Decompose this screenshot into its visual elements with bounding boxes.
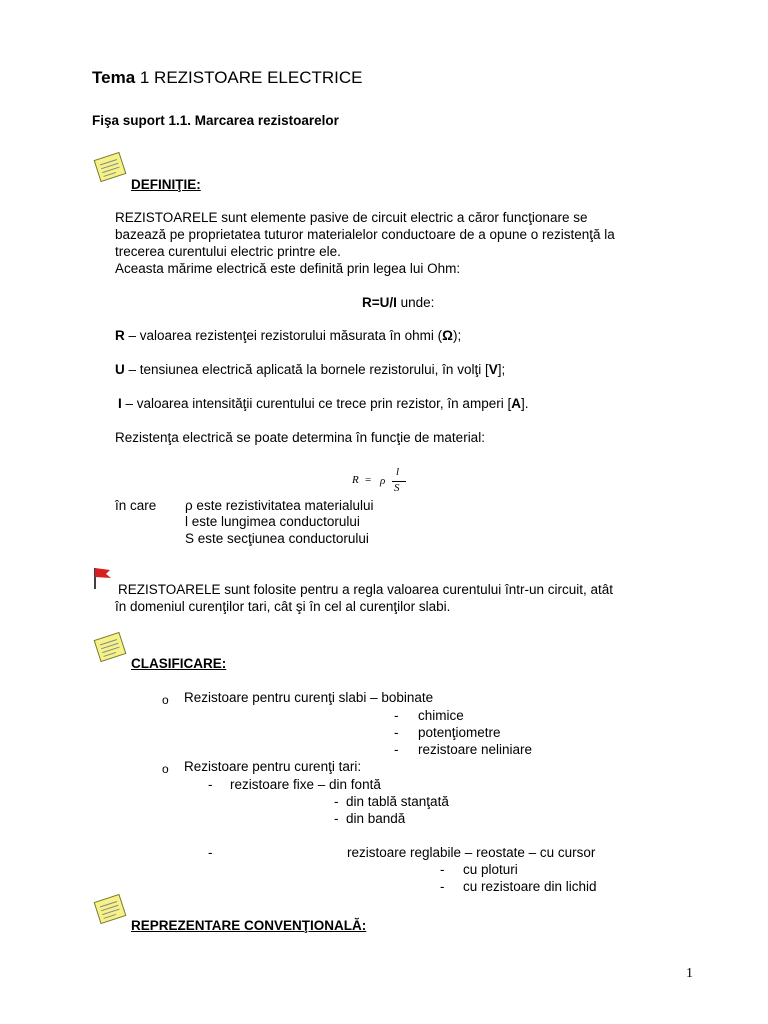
list-bullet: o <box>162 693 169 707</box>
u-definition <box>115 362 505 377</box>
formula-denominator: S <box>394 482 400 494</box>
r-unit: Ω <box>442 328 453 343</box>
list-subitem-fixe: rezistoare fixe – din fontă <box>230 777 381 792</box>
r-end: ); <box>452 328 462 343</box>
list-subitem: cu rezistoare din lichid <box>463 879 597 894</box>
r-symbol: R <box>115 328 125 343</box>
dash: - <box>394 742 399 757</box>
definitie-line-1: REZISTOARELE sunt elemente pasive de circuit electric a căror funcţionare se <box>115 210 588 225</box>
i-symbol: I <box>118 396 122 411</box>
dash: - <box>440 862 445 877</box>
title-bold: Tema <box>92 68 136 87</box>
page-title <box>92 68 363 88</box>
sticky-note-icon <box>92 892 128 926</box>
dash: - <box>394 708 399 723</box>
u-end: ]; <box>497 362 506 377</box>
definitie-line-2: bazează pe proprietatea tuturor materialelor conductoare de a opune o rezistenţă la <box>115 227 615 242</box>
dash: - <box>334 811 339 826</box>
formula-rho: ρ <box>380 475 386 487</box>
clasificare-heading: CLASIFICARE: <box>131 656 227 671</box>
dash: - <box>208 845 213 860</box>
u-unit: V <box>488 362 498 377</box>
list-subitem: chimice <box>418 708 464 723</box>
list-subitem: rezistoare neliniare <box>418 742 533 757</box>
formula-lhs: R <box>352 474 359 486</box>
where-rho: ρ este rezistivitatea materialului <box>185 498 374 513</box>
page-number: 1 <box>686 966 693 981</box>
r-text: – valoarea rezistenţei rezistorului măsurata în ohmi ( <box>124 328 443 343</box>
sticky-note-icon <box>92 150 128 184</box>
i-text: – valoarea intensităţii curentului ce trece prin rezistor, în amperi [ <box>121 396 512 411</box>
dash: - <box>334 794 339 809</box>
title-rest: 1 REZISTOARE ELECTRICE <box>135 68 363 87</box>
i-end: ]. <box>520 396 529 411</box>
where-l: l este lungimea conductorului <box>185 514 360 529</box>
u-text: – tensiunea electrică aplicată la bornele rezistorului, în volţi [ <box>124 362 489 377</box>
note-line-2: în domeniul curenţilor tari, cât şi în cel al curenţilor slabi. <box>115 599 451 614</box>
list-bullet: o <box>162 762 169 776</box>
list-subitem: potenţiometre <box>418 725 501 740</box>
dash: - <box>208 777 213 792</box>
ohm-law <box>362 295 434 310</box>
formula-eq: = <box>365 474 372 486</box>
reprezentare-heading: REPREZENTARE CONVENŢIONALĂ: <box>131 918 367 933</box>
list-item-slabi: Rezistoare pentru curenţi slabi – bobinate <box>184 690 434 705</box>
material-line: Rezistenţa electrică se poate determina în funcţie de material: <box>115 430 485 445</box>
dash: - <box>394 725 399 740</box>
list-subitem-reglabile: rezistoare reglabile – reostate – cu cursor <box>347 845 596 860</box>
in-care-label: în care <box>115 498 157 513</box>
definitie-heading: DEFINIŢIE: <box>131 177 201 192</box>
list-subitem: din tablă stanţată <box>346 794 449 809</box>
list-item-tari: Rezistoare pentru curenţi tari: <box>184 759 362 774</box>
ohm-law-rest: unde: <box>396 295 435 310</box>
sticky-note-icon <box>92 630 128 664</box>
i-definition <box>118 396 528 411</box>
u-symbol: U <box>115 362 125 377</box>
list-subitem: din bandă <box>346 811 406 826</box>
list-subitem: cu ploturi <box>463 862 518 877</box>
section-subtitle: Fişa suport 1.1. Marcarea rezistoarelor <box>92 113 339 128</box>
i-unit: A <box>511 396 521 411</box>
definitie-line-3: trecerea curentului electric printre ele. <box>115 244 341 259</box>
dash: - <box>440 879 445 894</box>
flag-icon <box>92 566 114 590</box>
ohm-law-bold: R=U/I <box>362 295 397 310</box>
definitie-line-4: Aceasta mărime electrică este definită prin legea lui Ohm: <box>115 261 461 276</box>
r-definition <box>115 328 461 343</box>
note-line-1: REZISTOARELE sunt folosite pentru a regla valoarea curentului într-un circuit, atât <box>118 582 613 597</box>
where-s: S este secţiunea conductorului <box>185 531 369 546</box>
formula-numerator: l <box>396 466 400 478</box>
